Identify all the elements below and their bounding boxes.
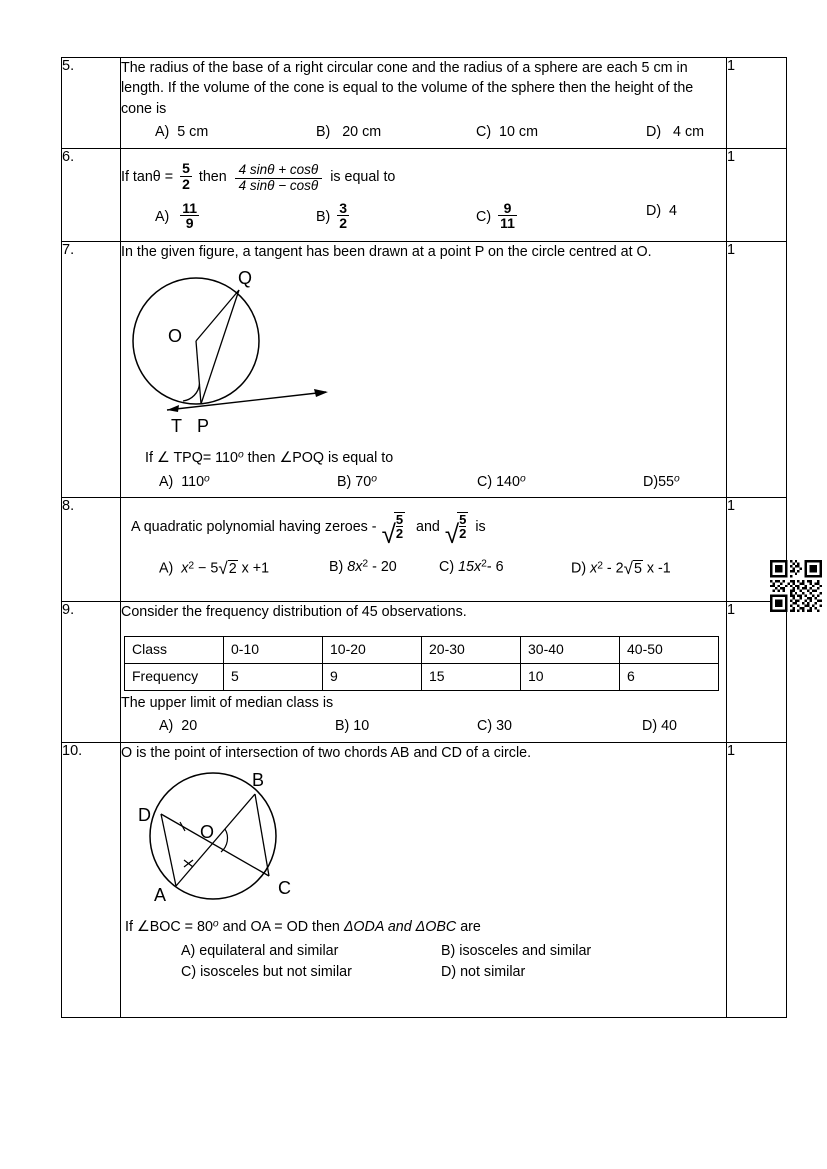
label-C: C [278, 877, 291, 898]
options-block [121, 941, 726, 983]
question-stem: A quadratic polynomial having zeroes - √ $\frac{5}{2}$ and √ $\frac{5}{2}$ is [131, 511, 486, 550]
option-d[interactable]: D)55$^o$ [643, 473, 680, 490]
class-interval-2: 20-30 [422, 637, 521, 664]
option-d[interactable]: D) 4 cm [646, 123, 704, 140]
option-b[interactable]: B) $\frac{3}{2}$ [316, 199, 348, 232]
marks-value: 1 [727, 241, 787, 497]
question-number: 7. [62, 241, 121, 497]
sqrt-five-over-two-1: √ $\frac{5}{2}$ [381, 511, 404, 550]
question-body-10 [121, 743, 727, 1018]
option-a[interactable]: A) 110$^o$ [159, 473, 210, 490]
option-a-fraction: $\frac{11}{9}$ [182, 199, 198, 232]
option-c[interactable]: C) 10 cm [476, 123, 538, 140]
question-stem: If tanθ = $\frac{5}{2}$ then $\frac{4 \sin\theta + \cos\theta}{4 \sin\theta - \cos\theta}$ is equal to [121, 159, 396, 193]
option-b[interactable]: B) $8x^2 - 20$ [329, 558, 397, 575]
question-number: 6. [62, 148, 121, 241]
table-row [62, 148, 787, 241]
question-condition: If ∠BOC = $80^o$ and OA = OD then ΔODA and ΔOBC are [125, 918, 481, 935]
options-row [121, 201, 726, 235]
options-row [121, 472, 726, 494]
label-O: O [168, 326, 183, 347]
question-body-5 [121, 58, 727, 149]
question-number: 10. [62, 743, 121, 1018]
table-row [125, 664, 719, 691]
sqrt-icon: √2 [218, 558, 237, 578]
option-a[interactable]: A) equilateral and similar [181, 943, 339, 960]
label-B: B [252, 769, 265, 790]
option-c[interactable]: C) 140$^o$ [477, 473, 526, 490]
frequency-4: 6 [620, 664, 719, 691]
option-c[interactable]: C) 30 [477, 718, 512, 735]
marks-value: 1 [727, 497, 787, 601]
option-a[interactable]: A) 5 cm [155, 123, 209, 140]
table-row [62, 743, 787, 1018]
question-body-8 [121, 497, 727, 601]
option-b[interactable]: B) 20 cm [316, 123, 382, 140]
marks-value: 1 [727, 743, 787, 1018]
question-stem: O is the point of intersection of two chords AB and CD of a circle. [121, 745, 532, 762]
qr-code [770, 560, 822, 612]
option-c[interactable]: C) $15x^2-$ 6 [439, 558, 504, 575]
option-c[interactable]: C) $\frac{9}{11}$ [476, 199, 515, 232]
trig-expression-fraction: $\frac{4 \sin\theta + \cos\theta}{4 \sin\theta - \cos\theta}$ [235, 163, 323, 192]
question-number: 8. [62, 497, 121, 601]
marks-value: 1 [727, 58, 787, 149]
question-condition: The upper limit of median class is [121, 694, 334, 711]
marks-value: 1 [727, 148, 787, 241]
option-d[interactable]: D) $x^2 - 2√5$ x -1 [571, 557, 671, 581]
option-b[interactable]: B) isosceles and similar [441, 943, 592, 960]
circle-tangent-figure [121, 264, 726, 442]
label-P: P [197, 416, 210, 437]
option-b[interactable]: B) 10 [335, 718, 370, 735]
question-stem: The radius of the base of a right circular cone and the radius of a sphere are each 5 cm in length. If the volume of the cone is equal to the volume of the sphere then the height of the cone is [121, 60, 694, 117]
table-row [62, 601, 787, 742]
options-row-2 [121, 962, 726, 983]
option-c-fraction: $\frac{9}{11}$ [500, 199, 515, 232]
table-row [62, 58, 787, 149]
label-T: T [171, 416, 182, 437]
row-header-frequency: Frequency [125, 664, 224, 691]
question-stem: In the given figure, a tangent has been drawn at a point P on the circle centred at O. [121, 243, 652, 260]
frequency-3: 10 [521, 664, 620, 691]
options-row-1 [121, 941, 726, 962]
question-number: 5. [62, 58, 121, 149]
class-interval-1: 10-20 [323, 637, 422, 664]
question-stem: Consider the frequency distribution of 45 observations. [121, 603, 467, 620]
table-row [125, 637, 719, 664]
option-b-fraction: $\frac{3}{2}$ [339, 199, 348, 232]
options-row [121, 557, 726, 583]
frequency-2: 15 [422, 664, 521, 691]
question-body-7 [121, 241, 727, 497]
option-c[interactable]: C) isosceles but not similar [181, 964, 352, 981]
label-O: O [200, 821, 215, 842]
circle-chords-figure [121, 766, 726, 917]
option-a[interactable]: A) $\frac{11}{9}$ [155, 199, 198, 232]
option-d[interactable]: D) 4 [646, 202, 677, 219]
label-A: A [154, 884, 167, 905]
label-D: D [138, 804, 151, 825]
row-header-class: Class [125, 637, 224, 664]
label-Q: Q [238, 268, 253, 289]
sqrt-five-over-two-2: √ $\frac{5}{2}$ [444, 511, 467, 550]
frequency-1: 9 [323, 664, 422, 691]
option-b[interactable]: B) 70$^o$ [337, 473, 377, 490]
question-condition: If ∠ $TPQ= 110^o$ then ∠POQ is equal to [145, 449, 394, 467]
option-a[interactable]: A) $x^2 - 5√2$ x +1 [159, 557, 269, 581]
question-body-6 [121, 148, 727, 241]
options-row [121, 122, 726, 144]
question-body-9 [121, 601, 727, 742]
marks-value: 1 [727, 601, 787, 742]
option-d[interactable]: D) not similar [441, 964, 526, 981]
questions-table [61, 57, 787, 1018]
class-interval-4: 40-50 [620, 637, 719, 664]
sqrt-icon: √5 [623, 558, 642, 578]
question-number: 9. [62, 601, 121, 742]
frequency-0: 5 [224, 664, 323, 691]
tan-fraction: $\frac{5}{2}$ [182, 159, 190, 192]
table-row [62, 241, 787, 497]
options-row [121, 716, 726, 738]
frequency-distribution-table [124, 636, 719, 691]
class-interval-0: 0-10 [224, 637, 323, 664]
option-d[interactable]: D) 40 [642, 718, 677, 735]
table-row [62, 497, 787, 601]
option-a[interactable]: A) 20 [159, 718, 198, 735]
class-interval-3: 30-40 [521, 637, 620, 664]
